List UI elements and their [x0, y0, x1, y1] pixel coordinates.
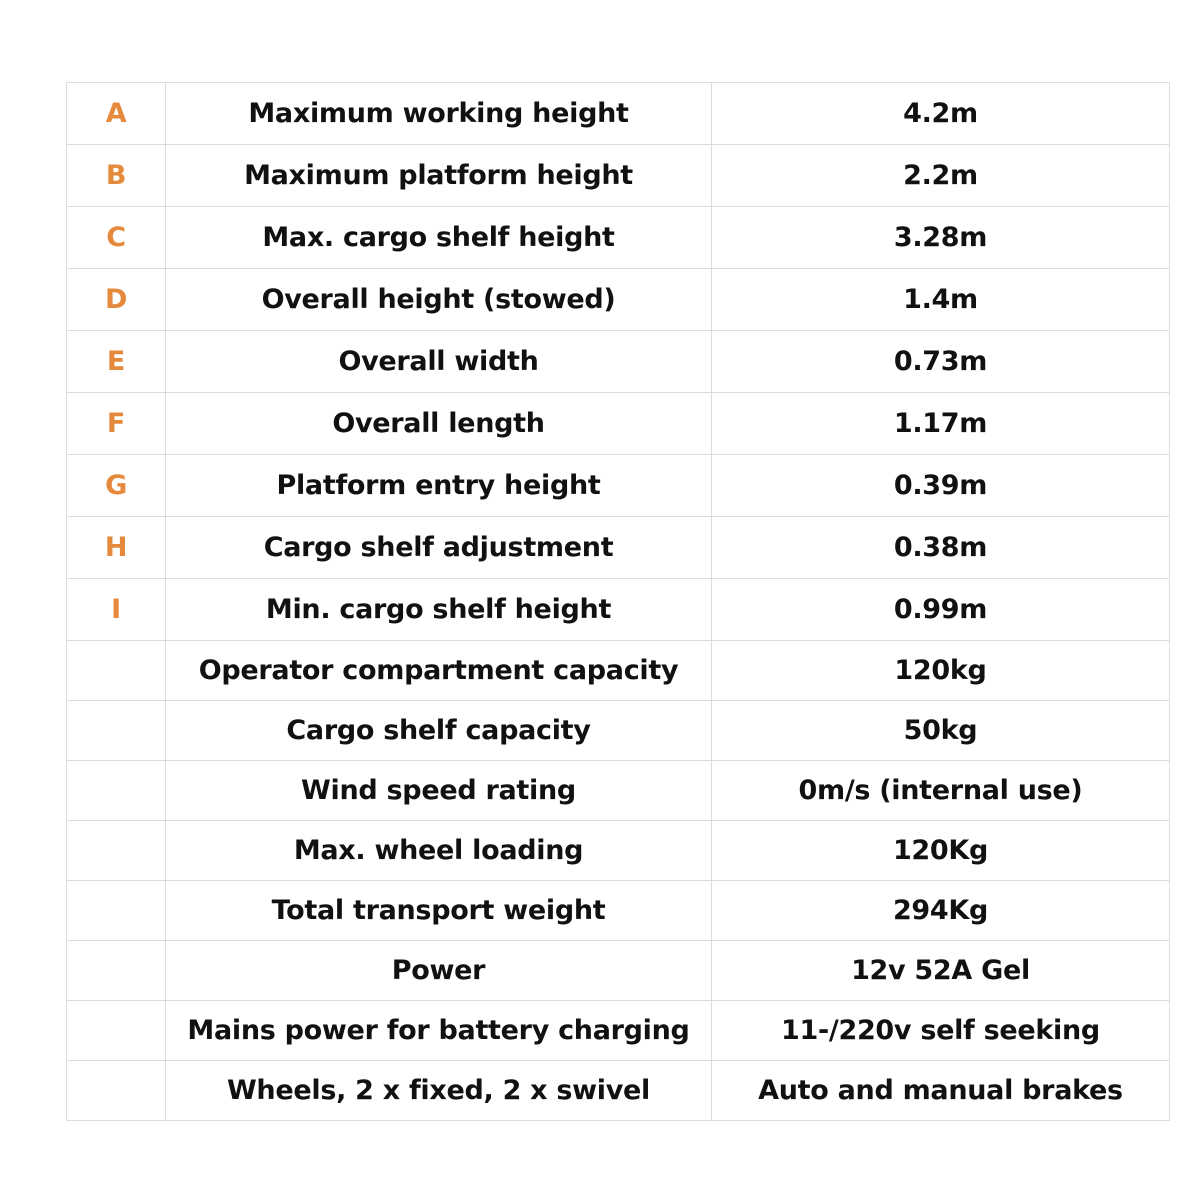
row-letter: G	[67, 455, 166, 517]
row-letter: F	[67, 393, 166, 455]
table-row	[67, 269, 1170, 331]
spec-label: Power	[166, 941, 712, 1001]
spec-value: 294Kg	[712, 881, 1170, 941]
spec-value: 0m/s (internal use)	[712, 761, 1170, 821]
spec-value: 0.73m	[712, 331, 1170, 393]
table-row	[67, 83, 1170, 145]
spec-label: Mains power for battery charging	[166, 1001, 712, 1061]
spec-value: 120kg	[712, 641, 1170, 701]
spec-value: 1.17m	[712, 393, 1170, 455]
spec-value: 1.4m	[712, 269, 1170, 331]
spec-label: Platform entry height	[166, 455, 712, 517]
row-letter: A	[67, 83, 166, 145]
spec-label: Max. wheel loading	[166, 821, 712, 881]
spec-label: Overall length	[166, 393, 712, 455]
spec-table	[66, 82, 1170, 1121]
spec-label: Maximum platform height	[166, 145, 712, 207]
spec-value: 120Kg	[712, 821, 1170, 881]
row-letter: E	[67, 331, 166, 393]
spec-label: Total transport weight	[166, 881, 712, 941]
table-row	[67, 821, 1170, 881]
row-letter	[67, 821, 166, 881]
spec-value: 2.2m	[712, 145, 1170, 207]
table-row	[67, 393, 1170, 455]
spec-label: Max. cargo shelf height	[166, 207, 712, 269]
table-row	[67, 579, 1170, 641]
table-row	[67, 701, 1170, 761]
row-letter: B	[67, 145, 166, 207]
spec-label: Overall height (stowed)	[166, 269, 712, 331]
spec-label: Maximum working height	[166, 83, 712, 145]
spec-value: 0.38m	[712, 517, 1170, 579]
row-letter	[67, 941, 166, 1001]
row-letter	[67, 881, 166, 941]
row-letter	[67, 641, 166, 701]
spec-label: Cargo shelf capacity	[166, 701, 712, 761]
spec-label: Overall width	[166, 331, 712, 393]
table-row	[67, 941, 1170, 1001]
spec-label: Operator compartment capacity	[166, 641, 712, 701]
row-letter: D	[67, 269, 166, 331]
spec-value: 3.28m	[712, 207, 1170, 269]
table-row	[67, 1001, 1170, 1061]
row-letter	[67, 1061, 166, 1121]
table-row	[67, 1061, 1170, 1121]
table-row	[67, 455, 1170, 517]
spec-value: 11-/220v self seeking	[712, 1001, 1170, 1061]
row-letter	[67, 1001, 166, 1061]
spec-label: Wind speed rating	[166, 761, 712, 821]
spec-label: Wheels, 2 x fixed, 2 x swivel	[166, 1061, 712, 1121]
row-letter	[67, 761, 166, 821]
row-letter: C	[67, 207, 166, 269]
row-letter: I	[67, 579, 166, 641]
table-row	[67, 761, 1170, 821]
table-row	[67, 331, 1170, 393]
table-row	[67, 145, 1170, 207]
spec-value: Auto and manual brakes	[712, 1061, 1170, 1121]
spec-value: 0.39m	[712, 455, 1170, 517]
row-letter	[67, 701, 166, 761]
spec-value: 0.99m	[712, 579, 1170, 641]
spec-value: 12v 52A Gel	[712, 941, 1170, 1001]
table-row	[67, 881, 1170, 941]
table-row	[67, 641, 1170, 701]
spec-value: 4.2m	[712, 83, 1170, 145]
spec-value: 50kg	[712, 701, 1170, 761]
table-row	[67, 207, 1170, 269]
spec-label: Cargo shelf adjustment	[166, 517, 712, 579]
row-letter: H	[67, 517, 166, 579]
table-row	[67, 517, 1170, 579]
spec-label: Min. cargo shelf height	[166, 579, 712, 641]
